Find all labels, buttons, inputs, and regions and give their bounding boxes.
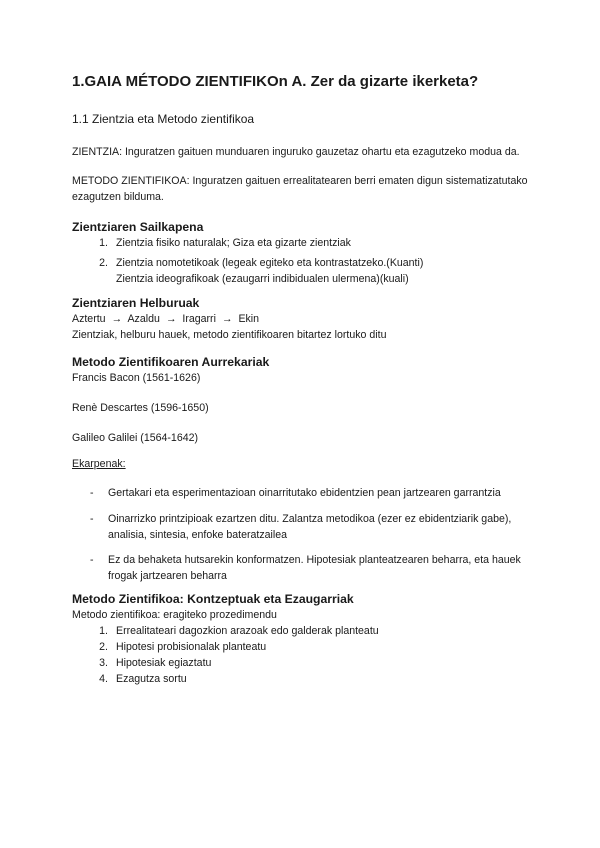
- list-item-text: Zientzia nomotetikoak (legeak egiteko eta kontrastatzeko.(Kuanti): [116, 257, 424, 269]
- person-galilei: Galileo Galilei (1564-1642): [72, 432, 199, 444]
- list-item-text: Ezagutza sortu: [116, 673, 187, 685]
- section-subtitle: 1.1 Zientzia eta Metodo zientifikoa: [72, 112, 255, 126]
- helburu-step: Iragarri: [182, 313, 216, 325]
- list-item: [72, 485, 528, 501]
- list-number: 2.: [99, 641, 108, 653]
- list-item-text: Oinarrizko printzipioak ezartzen ditu. Zalantza metodikoa (ezer ez ebidentziarik gabe), analisia, sintesia, enfoke bateratzailea: [108, 513, 512, 541]
- list-item: [72, 671, 528, 687]
- helburu-step: Aztertu: [72, 313, 106, 325]
- dash-bullet: -: [90, 513, 94, 525]
- list-item: [72, 511, 528, 543]
- list-item: [72, 255, 528, 287]
- list-item: [72, 552, 528, 584]
- list-item-text: Hipotesiak egiaztatu: [116, 657, 212, 669]
- list-item-text: Errealitateari dagozkion arazoak edo galderak planteatu: [116, 625, 379, 637]
- helburu-step: Ekin: [238, 313, 260, 325]
- list-item-text: Ez da behaketa hutsarekin konformatzen. Hipotesiak planteatzearen beharra, eta hauek frogak jartzearen beharra: [108, 554, 521, 582]
- list-item: [72, 639, 528, 655]
- helburuak-steps: [72, 311, 528, 327]
- helburuak-heading: Zientziaren Helburuak: [72, 296, 200, 310]
- arrow-right-icon: →: [165, 313, 177, 325]
- kontzeptuak-heading: Metodo Zientifikoa: Kontzeptuak eta Ezaugarriak: [72, 592, 354, 606]
- helburu-step: Azaldu: [127, 313, 160, 325]
- sailkapena-heading: Zientziaren Sailkapena: [72, 220, 204, 234]
- arrow-right-icon: →: [221, 313, 233, 325]
- document-title: 1.GAIA MÉTODO ZIENTIFIKOn A. Zer da gizarte ikerketa?: [72, 73, 479, 90]
- definition-metodo-zientifikoa: METODO ZIENTIFIKOA: Inguratzen gaituen errealitatearen berri ematen digun sistematizatutako ezagutzen bilduma.: [72, 175, 528, 203]
- list-item-text: Zientzia ideografikoak (ezaugarri indibidualen ulermena)(kuali): [116, 273, 409, 285]
- kontzeptuak-intro: Metodo zientifikoa: eragiteko prozedimendu: [72, 609, 277, 621]
- list-item: [72, 623, 528, 639]
- dash-bullet: -: [90, 554, 94, 566]
- sailkapena-list: [72, 235, 528, 287]
- arrow-right-icon: →: [111, 313, 123, 325]
- helburuak-note: Zientziak, helburu hauek, metodo zientifikoaren bitartez lortuko ditu: [72, 329, 387, 341]
- list-number: 2.: [99, 257, 108, 269]
- list-number: 1.: [99, 625, 108, 637]
- list-number: 4.: [99, 673, 108, 685]
- definition-zientzia: ZIENTZIA: Inguratzen gaituen munduaren inguruko gauzetaz ohartu eta ezagutzeko modua da.: [72, 146, 520, 158]
- person-bacon: Francis Bacon (1561-1626): [72, 372, 201, 384]
- dash-bullet: -: [90, 487, 94, 499]
- list-item-text: Hipotesi probisionalak planteatu: [116, 641, 267, 653]
- ekarpenak-list: [72, 485, 528, 584]
- ekarpenak-label: Ekarpenak:: [72, 458, 126, 470]
- list-item-text: Gertakari eta esperimentazioan oinarritutako ebidentzien pean jartzearen garrantzia: [108, 487, 501, 499]
- aurrekariak-heading: Metodo Zientifikoaren Aurrekariak: [72, 355, 270, 369]
- person-descartes: Renè Descartes (1596-1650): [72, 402, 209, 414]
- list-item: [72, 655, 528, 671]
- list-number: 3.: [99, 657, 108, 669]
- list-item-text: Zientzia fisiko naturalak; Giza eta gizarte zientziak: [116, 237, 351, 249]
- list-item: [72, 235, 528, 251]
- list-number: 1.: [99, 237, 108, 249]
- kontzeptuak-steps-list: [72, 623, 528, 687]
